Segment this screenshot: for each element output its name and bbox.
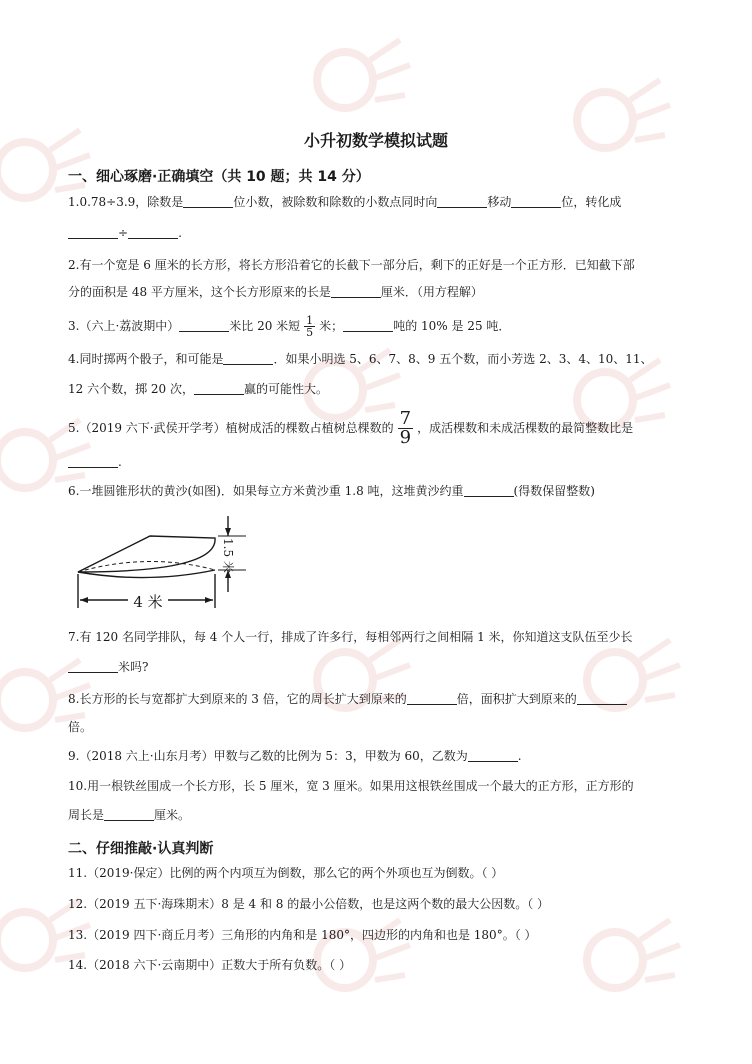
question-1-line-2: ÷ . [68,218,688,249]
section-heading-true-false: 二、仔细推敲·认真判断 [68,841,214,857]
answer-blank[interactable] [104,808,154,821]
answer-blank[interactable] [464,484,514,497]
answer-blank[interactable] [179,319,229,332]
base-label: 4 米 [133,593,163,611]
fraction-seven-ninths: $\frac{7}{9}$ [399,408,412,448]
question-8-line-2: 倍。 [68,720,93,734]
question-14: 14.（2018 六下·云南期中）正数大于所有负数。（ ） [68,958,352,972]
question-5-line-2: . [68,447,688,478]
answer-blank[interactable] [468,749,518,762]
page-title: 小升初数学模拟试题 [303,131,448,150]
section-heading-fill-in: 一、细心琢磨·正确填空（共 10 题；共 14 分） [68,169,370,185]
question-4-line-1: 4.同时掷两个骰子，和可能是 ．如果小明选 5、6、7、8、9 五个数，而小芳选 2、3、4、10、11、 [68,352,653,366]
cone-sand-figure [70,512,250,616]
answer-blank[interactable] [577,692,627,705]
cone-hidden-base [78,561,215,572]
answer-blank[interactable] [511,195,561,208]
question-1-line-1: 1.0.78÷3.9，除数是 位小数，被除数和除数的小数点同时向 移动 位，转化成 [68,195,622,209]
question-9: 9.（2018 六上·山东月考）甲数与乙数的比例为 5：3，甲数为 60，乙数为 . [68,749,522,763]
answer-blank[interactable] [68,660,118,673]
question-13: 13.（2019 四下·商丘月考）三角形的内角和是 180°，四边形的内角和也是 180°。（ ） [68,928,537,942]
height-label: 1.5 米 [221,538,235,573]
question-12: 12.（2019 五下·海珠期末）8 是 4 和 8 的最小公倍数，也是这两个数的最大公因数。（ ） [68,897,550,911]
question-3: 3.（六上·荔波期中） 米比 20 米短 $\frac{1}{5}$ 米； 吨的 10% 是 25 吨． [68,314,511,339]
answer-blank[interactable] [331,285,381,298]
watermark-logo-icon [300,20,420,140]
question-11: 11.（2019·保定）比例的两个内项互为倒数，那么它的两个外项也互为倒数。（ ） [68,866,504,880]
answer-blank[interactable] [437,195,487,208]
question-2-line-2: 分的面积是 48 平方厘米，这个长方形原来的长是 厘米．（用方程解） [68,285,483,299]
answer-blank[interactable] [343,319,393,332]
answer-blank[interactable] [223,352,273,365]
answer-blank[interactable] [128,226,178,239]
question-7-line-1: 7.有 120 名同学排队，每 4 个人一行，排成了许多行，每相邻两行之间相隔 1 米，你知道这支队伍至少长 [68,630,633,644]
answer-blank[interactable] [194,382,244,395]
answer-blank[interactable] [68,455,118,468]
question-8-line-1: 8.长方形的长与宽都扩大到原来的 3 倍，它的周长扩大到原来的 倍，面积扩大到原来的 [68,684,688,715]
question-10-line-2: 周长是 厘米。 [68,808,191,822]
question-7-line-2: 米吗? [68,652,688,683]
question-4-line-2: 12 六个数，掷 20 次， 赢的可能性大。 [68,382,328,396]
question-10-line-1: 10.用一根铁丝围成一个长方形，长 5 厘米，宽 3 厘米。如果用这根铁丝围成一个最大的正方形，正方形的 [68,779,634,793]
question-5-line-1: 5.（2019 六下·武侯开学考）植树成活的棵数占植树总棵数的 $\frac{7}{9}$ ，成活棵数和未成活棵数的最简整数比是 [68,408,634,448]
fraction-one-fifth: $\frac{1}{5}$ [306,314,314,339]
answer-blank[interactable] [407,692,457,705]
question-2-line-1: 2.有一个宽是 6 厘米的长方形，将长方形沿着它的长截下一部分后，剩下的正好是一个正方形．已知截下部 [68,258,635,272]
answer-blank[interactable] [68,226,118,239]
watermark-logo-icon [560,60,680,180]
answer-blank[interactable] [183,195,233,208]
question-6: 6.一堆圆锥形状的黄沙(如图)．如果每立方米黄沙重 1.8 吨，这堆黄沙约重 (得数保留整数) [68,484,595,498]
